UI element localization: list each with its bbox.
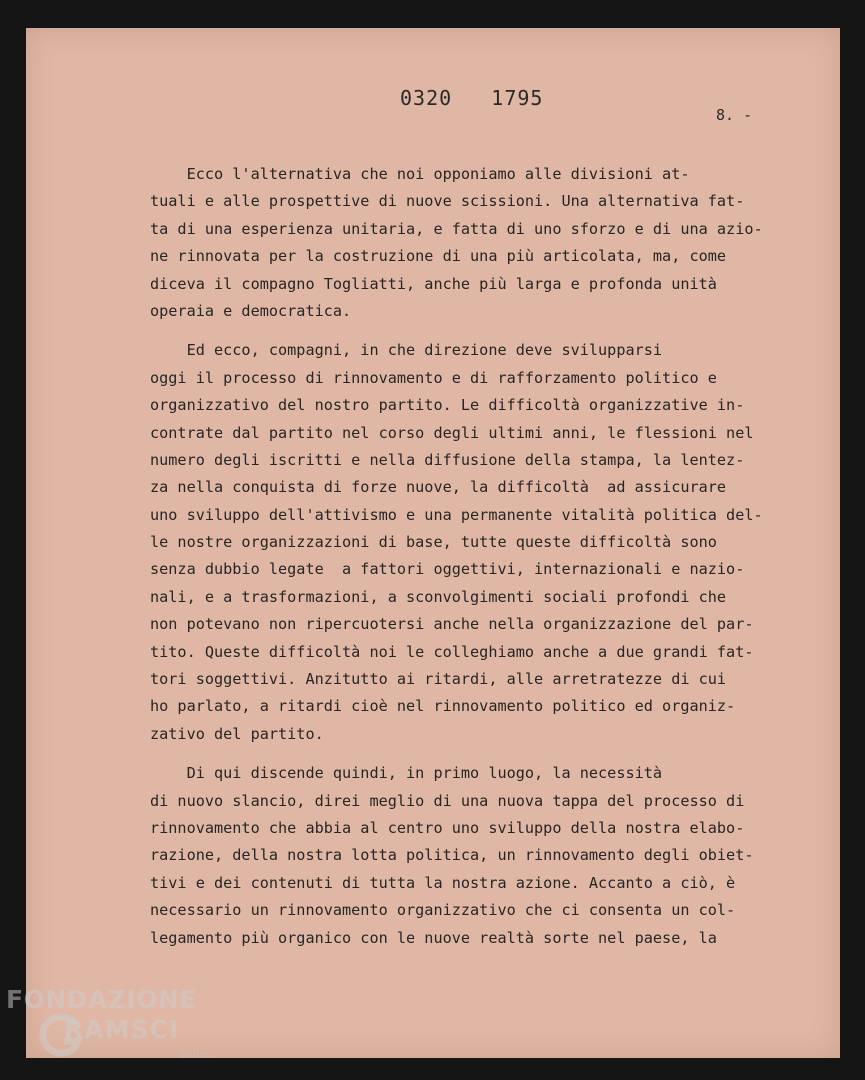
text-line: le nostre organizzazioni di base, tutte queste difficoltà sono <box>150 533 717 552</box>
text-line: numero degli iscritti e nella diffusione della stampa, la lentez- <box>150 450 745 469</box>
document-page <box>26 28 840 1058</box>
text-line: contrate dal partito nel corso degli ultimi anni, le flessioni nel <box>150 423 754 442</box>
text-line: za nella conquista di forze nuove, la difficoltà ad assicurare <box>150 478 727 497</box>
text-line: razione, della nostra lotta politica, un rinnovamento degli obiet- <box>150 846 754 865</box>
text-line: oggi il processo di rinnovamento e di rafforzamento politico e <box>150 368 717 387</box>
text-line: Ed ecco, compagni, in che direzione deve svilupparsi <box>150 341 663 360</box>
text-line: tito. Queste difficoltà noi le colleghiamo anche a due grandi fat- <box>150 642 754 661</box>
watermark-line-1: FONDAZIONE <box>6 985 198 1014</box>
text-line: organizzativo del nostro partito. Le difficoltà organizzative in- <box>150 396 745 415</box>
text-line: Ecco l'alternativa che noi opponiamo alle divisioni at- <box>150 165 690 183</box>
text-line: tori soggettivi. Anzitutto ai ritardi, alle arretratezze di cui <box>150 670 727 689</box>
paragraph-2 <box>150 337 810 748</box>
text-line: uno sviluppo dell'attivismo e una permanente vitalità politica del- <box>150 505 763 524</box>
archive-number: 0320 1795 <box>400 86 544 110</box>
fondazione-gramsci-watermark <box>6 985 226 1075</box>
text-line: Di qui discende quindi, in primo luogo, la necessità <box>150 764 663 783</box>
text-line: tivi e dei contenuti di tutta la nostra azione. Accanto a ciò, è <box>150 873 736 892</box>
text-line: diceva il compagno Togliatti, anche più larga e profonda unità <box>150 274 717 293</box>
paragraph-gap <box>150 748 810 760</box>
text-line: tuali e alle prospettive di nuove scissioni. Una alternativa fat- <box>150 192 745 211</box>
text-line: di nuovo slancio, direi meglio di una nuova tappa del processo di <box>150 791 745 810</box>
watermark-line-2: RAMSCI <box>64 1015 180 1044</box>
text-line: rinnovamento che abbia al centro uno sviluppo della nostra elabo- <box>150 818 745 837</box>
text-line: senza dubbio legate a fattori oggettivi, internazionali e nazio- <box>150 560 745 579</box>
text-line: legamento più organico con le nuove realtà sorte nel paese, la <box>150 928 717 947</box>
document-body <box>150 161 810 952</box>
text-line: operaia e democratica. <box>150 301 352 320</box>
text-line: ta di una esperienza unitaria, e fatta di uno sforzo e di una azio- <box>150 219 763 238</box>
paragraph-1 <box>150 161 810 325</box>
text-line: nali, e a trasformazioni, a sconvolgimenti sociali profondi che <box>150 587 727 606</box>
text-line: necessario un rinnovamento organizzativo che ci consenta un col- <box>150 901 736 920</box>
paragraph-gap <box>150 325 810 337</box>
text-line: ne rinnovata per la costruzione di una più articolata, ma, come <box>150 247 727 266</box>
text-line: ho parlato, a ritardi cioè nel rinnovamento politico ed organiz- <box>150 697 736 716</box>
text-line: zativo del partito. <box>150 724 324 743</box>
page-number: 8. - <box>716 106 753 124</box>
watermark-onlus: onlus <box>178 1047 211 1061</box>
text-line: non potevano non ripercuotersi anche nella organizzazione del par- <box>150 615 754 634</box>
paragraph-3 <box>150 760 810 952</box>
